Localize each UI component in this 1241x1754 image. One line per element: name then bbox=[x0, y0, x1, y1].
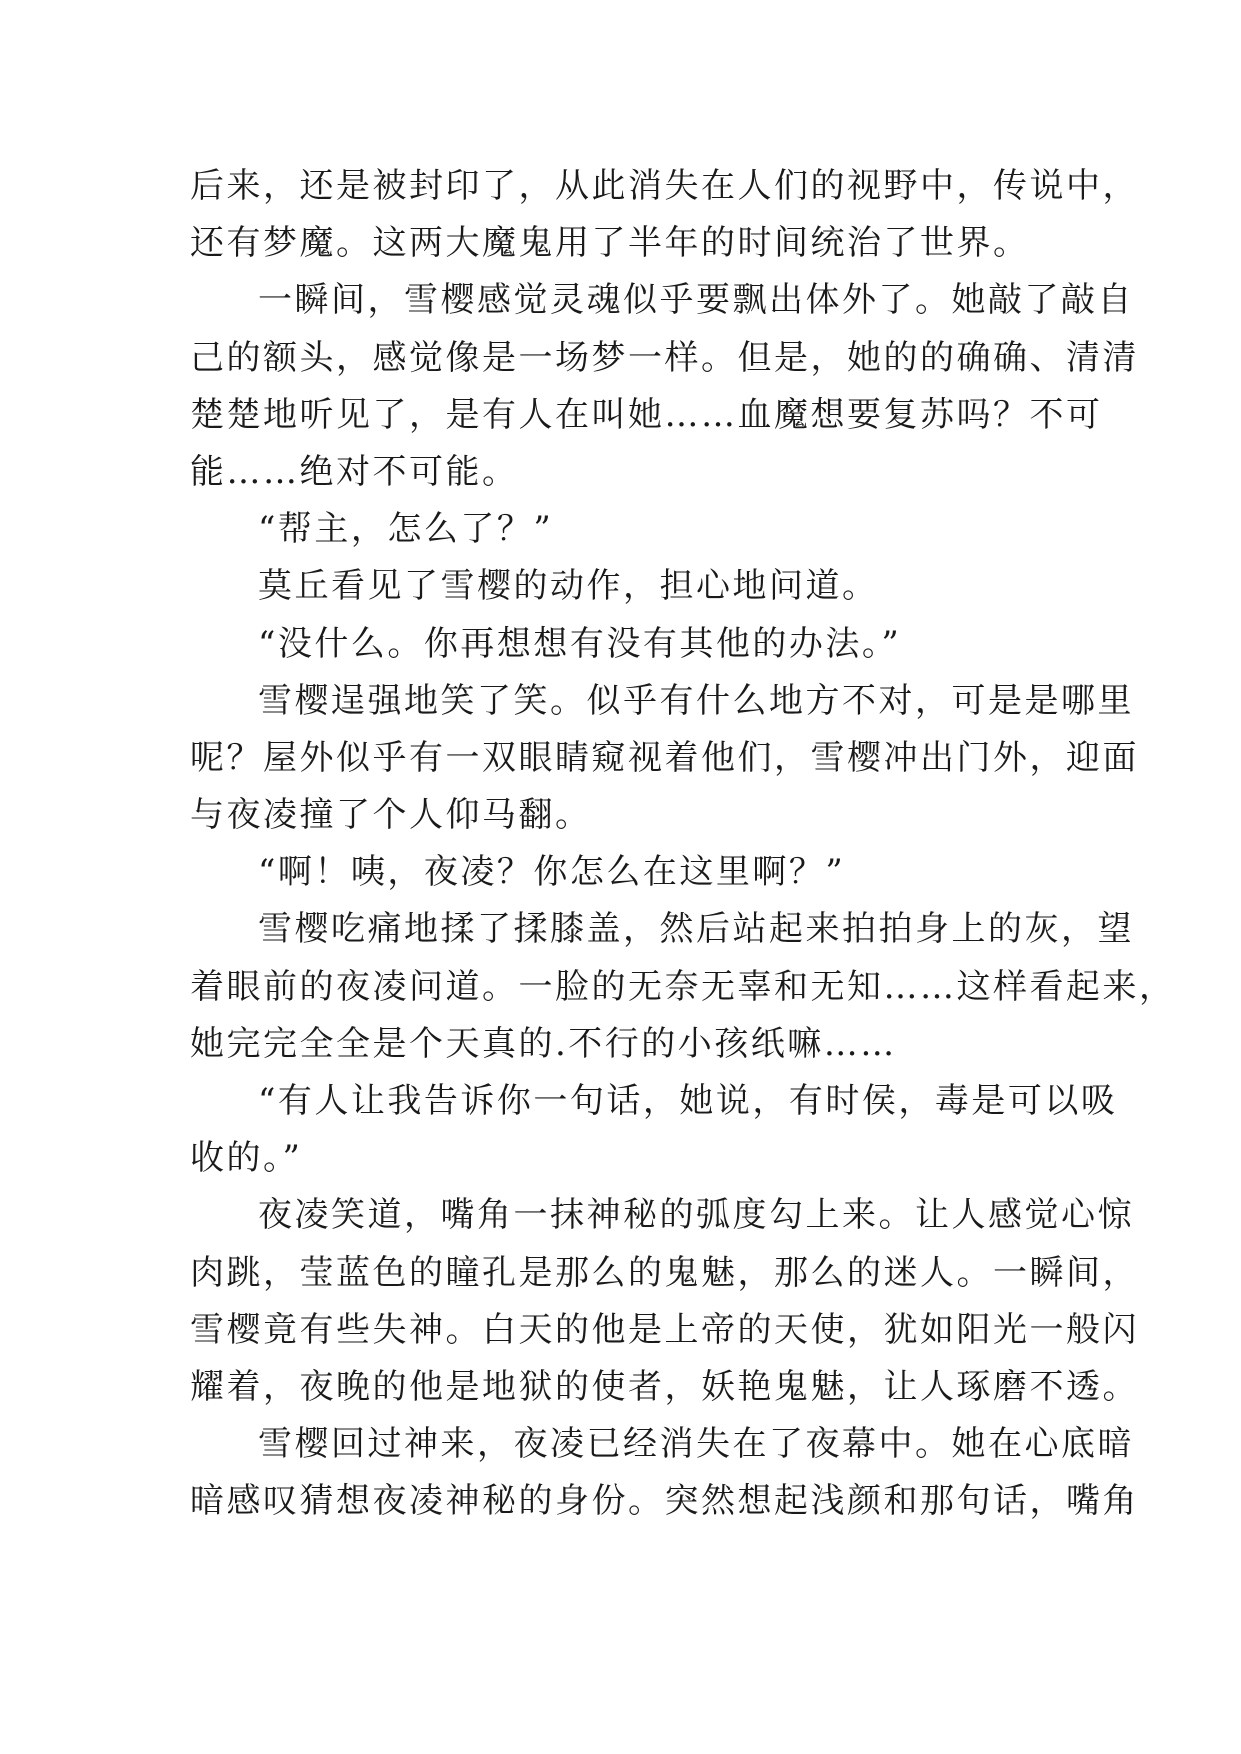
text-line: 雪樱逞强地笑了笑。似乎有什么地方不对，可是是哪里 bbox=[258, 680, 1134, 721]
body-text bbox=[190, 158, 1176, 1531]
text-line: 暗感叹猜想夜凌神秘的身份。突然想起浅颜和那句话，嘴角 bbox=[190, 1481, 1139, 1522]
text-line: 与夜凌撞了个人仰马翻。 bbox=[190, 795, 592, 836]
text-line: 雪樱回过神来，夜凌已经消失在了夜幕中。她在心底暗 bbox=[258, 1424, 1134, 1465]
text-line: 一瞬间，雪樱感觉灵魂似乎要飘出体外了。她敲了敲自 bbox=[258, 280, 1134, 321]
text-line: 呢？屋外似乎有一双眼睛窥视着他们，雪樱冲出门外，迎面 bbox=[190, 737, 1139, 778]
text-line: 她完完全全是个天真的.不行的小孩纸嘛…… bbox=[190, 1023, 897, 1064]
text-line: “啊！咦，夜凌？你怎么在这里啊？” bbox=[258, 852, 846, 893]
text-line: 楚楚地听见了，是有人在叫她……血魔想要复苏吗？不可 bbox=[190, 394, 1103, 435]
text-line: 耀着，夜晚的他是地狱的使者，妖艳鬼魅，让人琢磨不透。 bbox=[190, 1366, 1139, 1407]
text-line: 着眼前的夜凌问道。一脸的无奈无辜和无知……这样看起来， bbox=[190, 966, 1176, 1007]
text-line: “没什么。你再想想有没有其他的办法。” bbox=[258, 623, 902, 664]
text-line: 莫丘看见了雪樱的动作，担心地问道。 bbox=[258, 566, 879, 607]
text-line: 雪樱吃痛地揉了揉膝盖，然后站起来拍拍身上的灰，望 bbox=[258, 909, 1134, 950]
text-line: “帮主，怎么了？” bbox=[258, 509, 554, 550]
text-line: 肉跳，莹蓝色的瞳孔是那么的鬼魅，那么的迷人。一瞬间， bbox=[190, 1252, 1139, 1293]
text-line: 夜凌笑道，嘴角一抹神秘的弧度勾上来。让人感觉心惊 bbox=[258, 1195, 1134, 1236]
text-line: 己的额头，感觉像是一场梦一样。但是，她的的确确、清清 bbox=[190, 337, 1139, 378]
text-line: 后来，还是被封印了，从此消失在人们的视野中，传说中， bbox=[190, 166, 1139, 206]
text-line: 雪樱竟有些失神。白天的他是上帝的天使，犹如阳光一般闪 bbox=[190, 1309, 1139, 1350]
text-line: 收的。” bbox=[190, 1138, 303, 1179]
text-line: “有人让我告诉你一句话，她说，有时侯，毒是可以吸 bbox=[258, 1081, 1118, 1121]
text-line: 还有梦魔。这两大魔鬼用了半年的时间统治了世界。 bbox=[190, 223, 1030, 264]
text-line: 能……绝对不可能。 bbox=[190, 451, 519, 492]
